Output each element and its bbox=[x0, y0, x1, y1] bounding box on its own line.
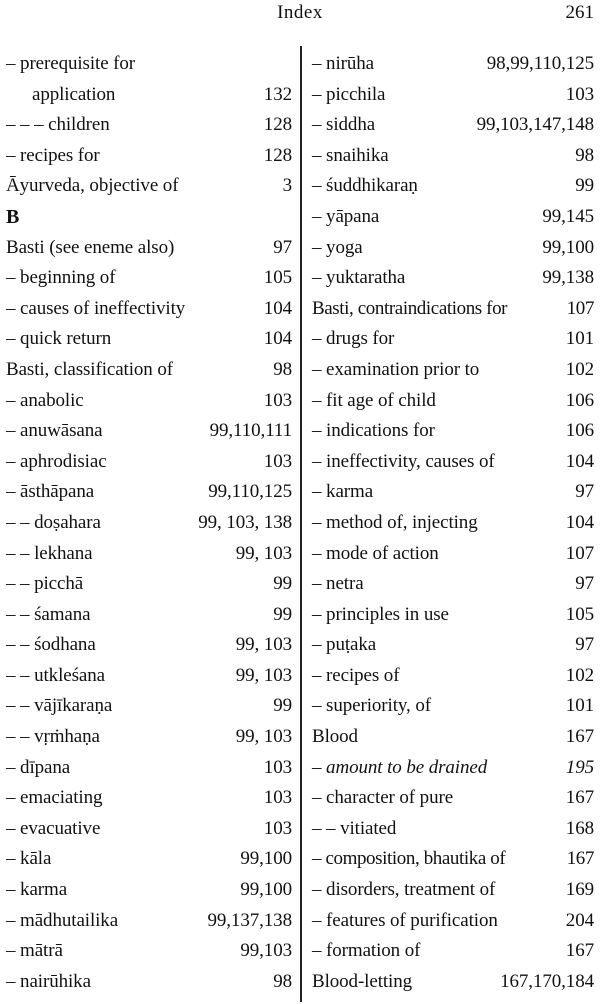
index-page-refs: 103 bbox=[263, 450, 292, 472]
index-term: Basti, contraindications for bbox=[312, 297, 508, 319]
index-page-refs: 105 bbox=[263, 267, 292, 289]
index-page-refs: 99,100 bbox=[240, 848, 292, 870]
index-page-refs: 167 bbox=[565, 787, 594, 809]
index-page-refs: 102 bbox=[565, 664, 594, 686]
index-entry bbox=[312, 477, 594, 508]
index-term: – yuktaratha bbox=[312, 267, 406, 289]
index-page-refs: 99,145 bbox=[542, 205, 594, 227]
index-term: Blood bbox=[312, 726, 358, 748]
index-entry bbox=[6, 753, 292, 784]
page-header-title: Index bbox=[277, 2, 323, 23]
index-entry bbox=[312, 80, 594, 111]
index-entry bbox=[312, 906, 594, 937]
index-page-refs: 128 bbox=[263, 114, 292, 136]
index-entry bbox=[6, 386, 292, 417]
index-entry bbox=[312, 202, 594, 233]
index-entry bbox=[6, 630, 292, 661]
index-entry bbox=[312, 355, 594, 386]
index-term: – – utkleśana bbox=[6, 664, 105, 686]
index-page-refs: 98 bbox=[273, 970, 292, 992]
index-entry bbox=[6, 783, 292, 814]
index-page-refs: 99, 103, 138 bbox=[198, 511, 292, 533]
index-entry bbox=[6, 233, 292, 264]
index-page-refs: 98 bbox=[575, 144, 594, 166]
index-term: – beginning of bbox=[6, 267, 116, 289]
index-entry bbox=[6, 967, 292, 998]
index-entry bbox=[312, 386, 594, 417]
index-term: Āyurveda, objective of bbox=[6, 175, 179, 197]
index-term: – mode of action bbox=[312, 542, 439, 564]
index-term: – emaciating bbox=[6, 787, 103, 809]
index-entry bbox=[6, 477, 292, 508]
index-term: – – śodhana bbox=[6, 634, 96, 656]
index-term: – mātrā bbox=[6, 940, 63, 962]
index-page-refs: 99,138 bbox=[542, 267, 594, 289]
index-page-refs: 99, 103 bbox=[235, 664, 292, 686]
index-term: – – vṛṁhaṇa bbox=[6, 726, 100, 748]
index-entry bbox=[6, 875, 292, 906]
index-term: – indications for bbox=[312, 420, 435, 442]
index-page-refs: 103 bbox=[565, 83, 594, 105]
index-term: – – śamana bbox=[6, 603, 91, 625]
index-page-refs: 132 bbox=[263, 83, 292, 105]
index-page-refs: 99, 103 bbox=[235, 634, 292, 656]
index-term: – – – children bbox=[6, 114, 110, 136]
index-entry bbox=[6, 49, 292, 80]
index-term: – – lekhana bbox=[6, 542, 93, 564]
index-page-refs: 98,99,110,125 bbox=[486, 53, 594, 74]
index-term: application bbox=[32, 83, 116, 105]
index-page-refs: 103 bbox=[263, 787, 292, 809]
index-page-refs: 3 bbox=[282, 175, 292, 197]
index-entry bbox=[6, 355, 292, 386]
index-entry bbox=[6, 294, 292, 325]
index-term: – snaihika bbox=[312, 144, 389, 166]
index-entry bbox=[312, 844, 594, 875]
index-term: – netra bbox=[312, 573, 364, 595]
index-term: – – picchā bbox=[6, 573, 84, 595]
index-entry bbox=[312, 141, 594, 172]
index-entry bbox=[312, 661, 594, 692]
index-term: – aphrodisiac bbox=[6, 450, 107, 472]
index-column-right bbox=[312, 49, 594, 997]
index-column-left bbox=[6, 49, 292, 997]
index-entry bbox=[312, 263, 594, 294]
index-term: – puṭaka bbox=[312, 634, 377, 656]
index-term: – karma bbox=[6, 879, 68, 901]
index-entry bbox=[6, 906, 292, 937]
index-page-refs: 195 bbox=[565, 756, 594, 778]
index-page-refs: 104 bbox=[263, 297, 292, 319]
index-entry bbox=[6, 171, 292, 202]
index-page-refs: 105 bbox=[565, 603, 594, 625]
index-term: – amount to be drained bbox=[312, 756, 488, 778]
index-term: B bbox=[6, 205, 20, 228]
index-term: – – vitiated bbox=[312, 817, 397, 839]
index-entry bbox=[312, 967, 594, 998]
index-page-refs: 103 bbox=[263, 817, 292, 839]
index-entry bbox=[312, 233, 594, 264]
column-divider bbox=[300, 46, 302, 1002]
index-page-refs: 167,170,184 bbox=[500, 970, 594, 992]
index-term: – examination prior to bbox=[312, 358, 480, 380]
index-term: – quick return bbox=[6, 328, 112, 350]
index-page-refs: 99 bbox=[273, 573, 292, 595]
index-term: – recipes of bbox=[312, 664, 400, 686]
index-entry bbox=[312, 936, 594, 967]
index-entry bbox=[6, 80, 292, 111]
index-entry bbox=[6, 569, 292, 600]
index-entry bbox=[6, 508, 292, 539]
index-page-refs: 167 bbox=[566, 848, 594, 870]
index-term: – nairūhika bbox=[6, 970, 91, 992]
index-page-refs bbox=[288, 202, 292, 233]
index-term: – karma bbox=[312, 481, 374, 503]
index-page-refs: 103 bbox=[263, 389, 292, 411]
index-term: – ineffectivity, causes of bbox=[312, 450, 495, 472]
index-page-refs: 99,110,125 bbox=[208, 481, 292, 503]
index-page-refs: 97 bbox=[575, 481, 594, 503]
index-term: – śuddhikaraṇ bbox=[312, 175, 418, 197]
index-page-refs: 167 bbox=[565, 726, 594, 748]
index-entry bbox=[6, 447, 292, 478]
index-page-refs: 104 bbox=[565, 450, 594, 472]
index-entry bbox=[6, 141, 292, 172]
index-page-refs: 99, 103 bbox=[235, 542, 292, 564]
index-term: – causes of ineffectivity bbox=[6, 297, 186, 319]
index-entry bbox=[6, 263, 292, 294]
index-term: – character of pure bbox=[312, 787, 454, 809]
index-page-refs: 128 bbox=[263, 144, 292, 166]
index-entry bbox=[6, 722, 292, 753]
index-term: – nirūha bbox=[312, 53, 374, 74]
index-term: – āsthāpana bbox=[6, 481, 95, 503]
index-page-refs: 99,103,147,148 bbox=[476, 114, 594, 136]
index-term: – yāpana bbox=[312, 205, 380, 227]
index-page-refs: 97 bbox=[273, 236, 292, 258]
index-entry bbox=[312, 110, 594, 141]
index-entry bbox=[6, 600, 292, 631]
index-term: – – doṣahara bbox=[6, 511, 101, 533]
index-page-refs: 169 bbox=[565, 879, 594, 901]
index-entry bbox=[312, 600, 594, 631]
index-entry bbox=[312, 447, 594, 478]
index-term: – superiority, of bbox=[312, 695, 431, 717]
index-page-refs: 99 bbox=[273, 695, 292, 717]
index-term: – method of, injecting bbox=[312, 511, 478, 533]
index-term: – dīpana bbox=[6, 756, 71, 778]
index-entry bbox=[312, 630, 594, 661]
index-term: Basti, classification of bbox=[6, 358, 173, 380]
index-entry bbox=[312, 508, 594, 539]
index-entry bbox=[312, 171, 594, 202]
index-term: – principles in use bbox=[312, 603, 449, 625]
index-entry bbox=[312, 814, 594, 845]
index-page-refs: 204 bbox=[565, 909, 594, 931]
index-page-refs: 99,110,111 bbox=[209, 420, 292, 442]
index-term: – – vājīkaraṇa bbox=[6, 695, 113, 717]
index-entry bbox=[312, 722, 594, 753]
index-term: – siddha bbox=[312, 114, 376, 136]
index-term: – picchila bbox=[312, 83, 386, 105]
index-entry bbox=[6, 539, 292, 570]
index-page-refs: 104 bbox=[565, 511, 594, 533]
index-term: – formation of bbox=[312, 940, 421, 962]
index-page-refs: 168 bbox=[565, 817, 594, 839]
index-entry bbox=[312, 294, 594, 325]
index-term: – prerequisite for bbox=[6, 53, 136, 74]
index-page-refs: 106 bbox=[565, 420, 594, 442]
index-entry bbox=[6, 324, 292, 355]
index-entry bbox=[6, 844, 292, 875]
index-page-refs: 99 bbox=[273, 603, 292, 625]
index-term: – disorders, treatment of bbox=[312, 879, 496, 901]
index-entry bbox=[312, 783, 594, 814]
index-entry bbox=[6, 936, 292, 967]
index-term: – mādhutailika bbox=[6, 909, 119, 931]
index-page-refs: 99, 103 bbox=[235, 726, 292, 748]
index-entry bbox=[312, 569, 594, 600]
index-term: Blood-letting bbox=[312, 970, 413, 992]
index-term: – fit age of child bbox=[312, 389, 436, 411]
index-term: – anabolic bbox=[6, 389, 84, 411]
index-page-refs: 167 bbox=[565, 940, 594, 962]
index-entry bbox=[6, 110, 292, 141]
index-page-refs: 104 bbox=[263, 328, 292, 350]
index-entry bbox=[312, 753, 594, 784]
index-entry bbox=[312, 324, 594, 355]
index-term: – anuwāsana bbox=[6, 420, 103, 442]
index-term: – yoga bbox=[312, 236, 363, 258]
index-page-refs: 98 bbox=[273, 358, 292, 380]
index-term: – recipes for bbox=[6, 144, 100, 166]
index-page-refs: 97 bbox=[575, 573, 594, 595]
index-page-refs: 99,100 bbox=[542, 236, 594, 258]
index-entry bbox=[312, 416, 594, 447]
index-entry bbox=[6, 661, 292, 692]
index-page-refs: 106 bbox=[565, 389, 594, 411]
index-entry bbox=[6, 416, 292, 447]
index-term: – composition, bhautika of bbox=[312, 848, 506, 870]
index-page-refs: 103 bbox=[263, 756, 292, 778]
index-term: – features of purification bbox=[312, 909, 498, 931]
index-page-refs: 107 bbox=[565, 542, 594, 564]
index-page-refs: 101 bbox=[565, 695, 594, 717]
index-page-refs: 97 bbox=[575, 634, 594, 656]
index-term: – drugs for bbox=[312, 328, 395, 350]
section-letter-heading bbox=[6, 202, 292, 233]
index-entry bbox=[312, 49, 594, 80]
index-page-refs: 99,100 bbox=[240, 879, 292, 901]
index-entry bbox=[6, 814, 292, 845]
index-page-refs bbox=[288, 49, 292, 80]
index-page-refs: 99 bbox=[575, 175, 594, 197]
index-entry bbox=[6, 691, 292, 722]
index-entry bbox=[312, 539, 594, 570]
index-page-refs: 107 bbox=[566, 297, 594, 319]
index-term: – evacuative bbox=[6, 817, 101, 839]
index-page-refs: 99,137,138 bbox=[207, 909, 292, 931]
index-entry bbox=[312, 875, 594, 906]
index-entry bbox=[312, 691, 594, 722]
index-term: – kāla bbox=[6, 848, 52, 870]
page-number: 261 bbox=[565, 2, 594, 23]
index-page-refs: 101 bbox=[565, 328, 594, 350]
index-term: Basti (see eneme also) bbox=[6, 236, 175, 258]
index-page-refs: 102 bbox=[565, 358, 594, 380]
index-page-refs: 99,103 bbox=[240, 940, 292, 962]
